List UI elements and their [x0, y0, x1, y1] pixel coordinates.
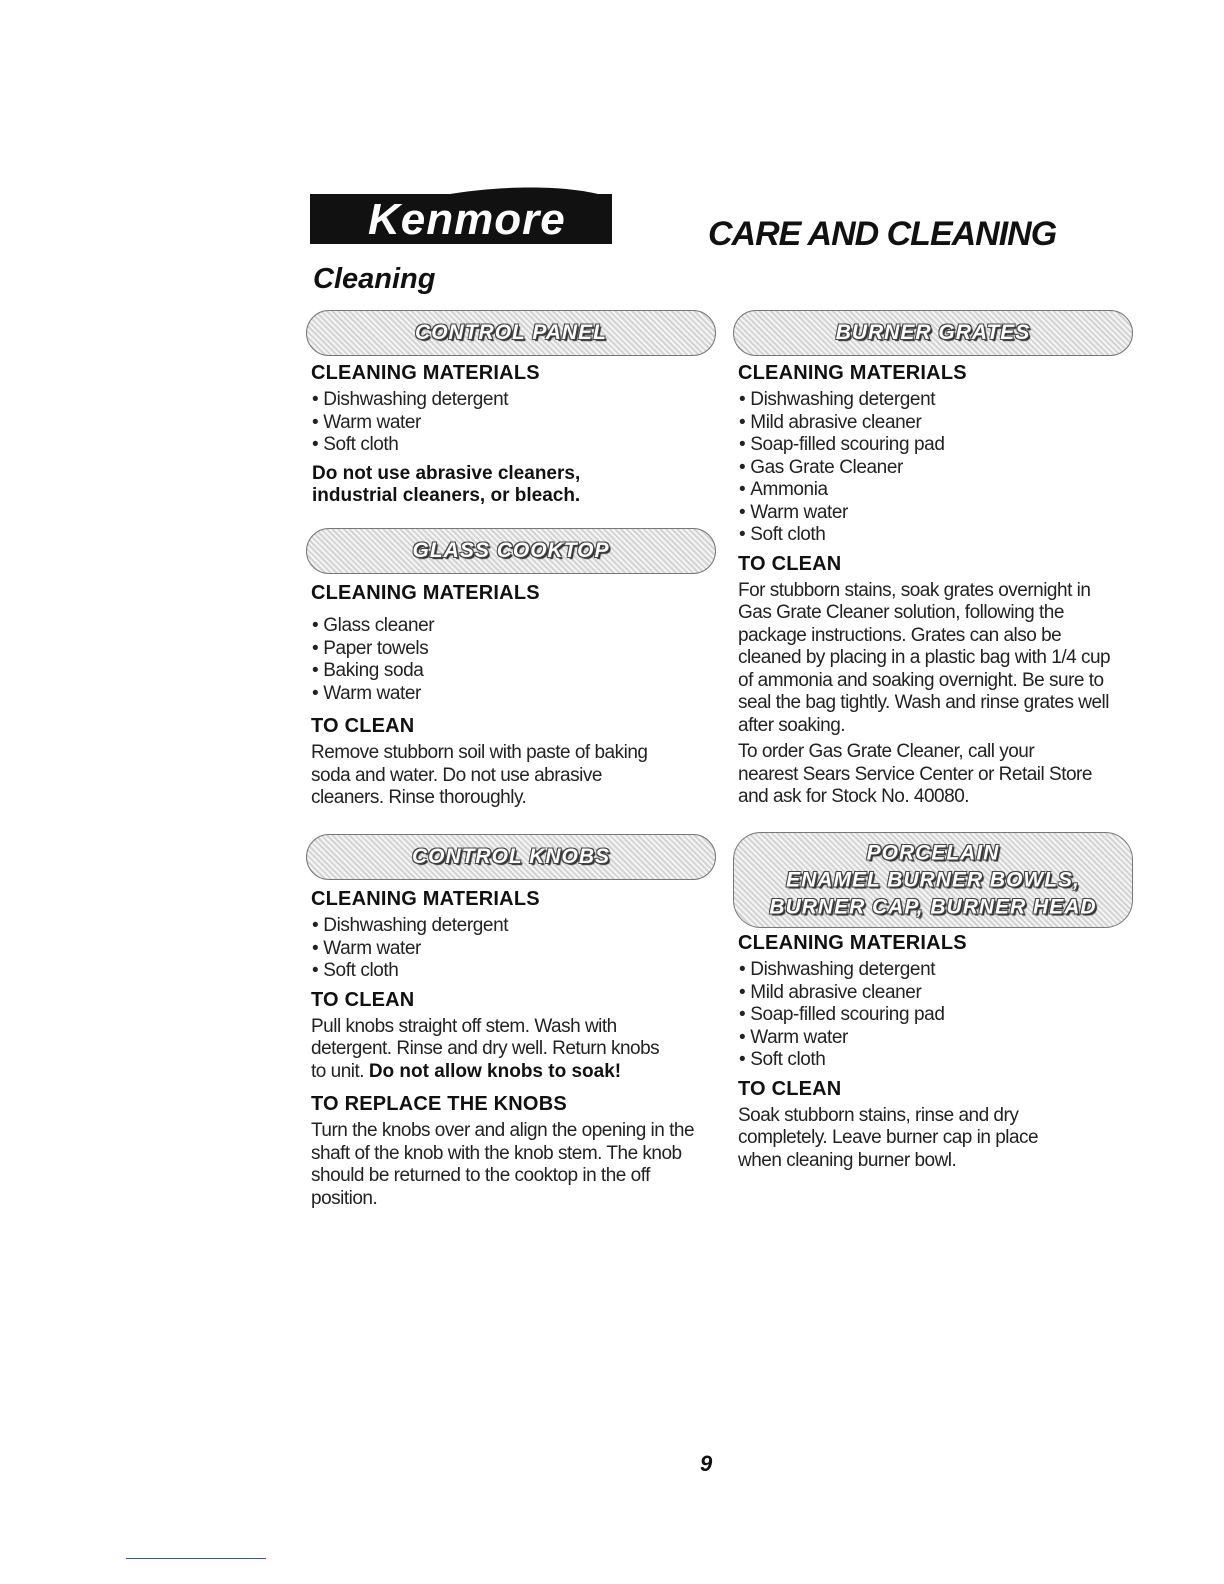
- list-item: • Ammonia: [739, 479, 1133, 502]
- control-knobs-section: [306, 834, 716, 1210]
- control-knobs-materials-heading: CLEANING MATERIALS: [311, 888, 540, 910]
- warning-line-2: industrial cleaners, or bleach.: [312, 484, 581, 506]
- glass-cooktop-clean-text: Remove stubborn soil with paste of baking soda and water. Do not use abrasive cleaners. Rinse thoroughly.: [311, 742, 648, 808]
- logo-text: Kenmore: [368, 195, 566, 244]
- porcelain-clean-heading: TO CLEAN: [738, 1077, 842, 1100]
- porcelain-banner-text: [734, 840, 1132, 921]
- list-item: • Paper towels: [312, 638, 716, 661]
- list-item: • Warm water: [312, 683, 716, 706]
- porcelain-banner-line-1: PORCELAIN: [866, 841, 1000, 865]
- control-knobs-replace-heading: TO REPLACE THE KNOBS: [311, 1093, 567, 1115]
- glass-cooktop-materials-heading: CLEANING MATERIALS: [311, 582, 540, 604]
- list-item: • Glass cleaner: [312, 615, 716, 638]
- section-title: Cleaning: [313, 263, 436, 295]
- list-item: • Mild abrasive cleaner: [739, 412, 1133, 435]
- page-title: CARE AND CLEANING: [708, 215, 1057, 253]
- glass-cooktop-banner-text: GLASS COOKTOP: [412, 539, 610, 562]
- list-item: • Soft cloth: [312, 434, 716, 457]
- list-item: • Dishwashing detergent: [312, 915, 716, 938]
- kenmore-logo: [310, 180, 612, 244]
- list-item: • Dishwashing detergent: [312, 389, 716, 412]
- list-item: • Warm water: [739, 502, 1133, 525]
- control-knobs-replace-text: Turn the knobs over and align the opening in the shaft of the knob with the knob stem. The knob should be returned to the cooktop in the off position.: [311, 1120, 695, 1209]
- control-knobs-clean-heading: TO CLEAN: [311, 988, 415, 1011]
- glass-cooktop-section: [306, 528, 716, 810]
- burner-grates-clean-text: For stubborn stains, soak grates overnight in Gas Grate Cleaner solution, following the package instructions. Grates can also be cleaned by placing in a plastic bag with 1/4 cup of ammonia and soaking overnight. Be sure to seal the bag tightly. Wash and rinse grates well after soaking.: [738, 579, 1111, 736]
- porcelain-clean-text: Soak stubborn stains, rinse and dry completely. Leave burner cap in place when cleaning burner bowl.: [738, 1104, 1039, 1171]
- warning-line-1: Do not use abrasive cleaners,: [312, 462, 581, 484]
- list-item: • Gas Grate Cleaner: [739, 457, 1133, 480]
- footer-rule: [126, 1558, 266, 1559]
- control-panel-warning: [312, 463, 716, 507]
- list-item: • Dishwashing detergent: [739, 959, 1133, 982]
- burner-grates-clean-heading: TO CLEAN: [738, 552, 842, 575]
- list-item: • Soap-filled scouring pad: [739, 1004, 1133, 1027]
- porcelain-materials-list: [739, 959, 1133, 1072]
- list-item: • Warm water: [312, 938, 716, 961]
- control-knobs-clean-body: Pull knobs straight off stem. Wash with detergent. Rinse and dry well. Return knobs to unit.: [311, 1015, 660, 1082]
- glass-cooktop-banner: [306, 528, 716, 574]
- list-item: • Soft cloth: [312, 960, 716, 983]
- list-item: • Warm water: [312, 412, 716, 435]
- porcelain-section: [733, 832, 1133, 1172]
- control-knobs-clean-text: [311, 1016, 661, 1084]
- burner-grates-materials-heading: CLEANING MATERIALS: [738, 362, 967, 384]
- burner-grates-materials-list: [739, 389, 1133, 547]
- porcelain-materials-heading: CLEANING MATERIALS: [738, 932, 967, 954]
- list-item: • Soap-filled scouring pad: [739, 434, 1133, 457]
- burner-grates-section: [733, 310, 1133, 809]
- glass-cooktop-clean-heading: TO CLEAN: [311, 715, 415, 737]
- control-panel-banner: [306, 310, 716, 356]
- control-knobs-soak-warning: Do not allow knobs to soak!: [368, 1060, 622, 1082]
- burner-grates-banner: [733, 310, 1133, 356]
- burner-grates-banner-text: BURNER GRATES: [835, 321, 1031, 344]
- porcelain-banner: [733, 832, 1133, 928]
- control-knobs-banner-text: CONTROL KNOBS: [411, 845, 611, 868]
- list-item: • Mild abrasive cleaner: [739, 982, 1133, 1005]
- porcelain-banner-line-3: BURNER CAP, BURNER HEAD: [769, 895, 1097, 919]
- list-item: • Soft cloth: [739, 1049, 1133, 1072]
- control-panel-materials-heading: CLEANING MATERIALS: [311, 362, 540, 384]
- control-panel-materials-list: [312, 389, 716, 457]
- porcelain-banner-line-2: ENAMEL BURNER BOWLS,: [786, 868, 1080, 892]
- list-item: • Baking soda: [312, 660, 716, 683]
- list-item: • Warm water: [739, 1027, 1133, 1050]
- list-item: • Dishwashing detergent: [739, 389, 1133, 412]
- control-panel-section: [306, 310, 716, 507]
- control-knobs-banner: [306, 834, 716, 880]
- page-number: 9: [700, 1451, 713, 1476]
- control-panel-banner-text: CONTROL PANEL: [415, 321, 607, 344]
- glass-cooktop-materials-list: [312, 615, 716, 705]
- list-item: • Soft cloth: [739, 524, 1133, 547]
- burner-grates-order-text: To order Gas Grate Cleaner, call your nearest Sears Service Center or Retail Store and ask for Stock No. 40080.: [738, 741, 1092, 807]
- control-knobs-materials-list: [312, 915, 716, 983]
